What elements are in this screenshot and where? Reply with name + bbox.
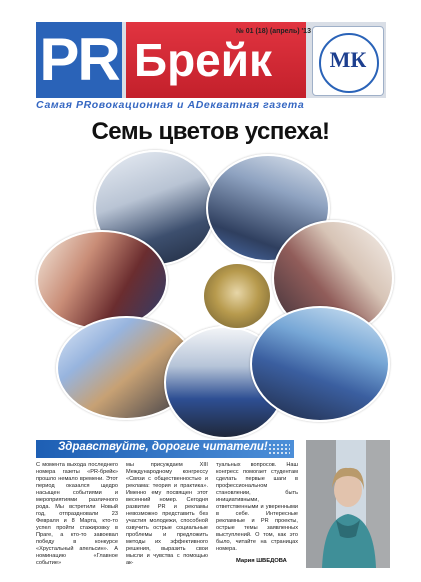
author-photo-illustration <box>306 440 390 568</box>
issue-number: № 01 (18) (апрель) '13 <box>236 28 311 35</box>
logo-text: МК <box>329 47 367 72</box>
section-title: Здравствуйте, дорогие читатели! <box>58 441 268 453</box>
article-text-3: туальных вопросов. Наш конгресс помогает студентам сделать первые шаги в профессиональном становлении, быть инициативными, ответственными и уверенными в себе. Интересные рекламные и PR проекты, острые темы заявленных выступлений. О том, как это было, читайте на страницах номера. <box>216 462 298 552</box>
awards-center-photo <box>202 262 272 330</box>
photo-flower-collage <box>36 150 391 435</box>
petal-photo-left <box>36 230 168 330</box>
article-column-3 <box>216 462 298 553</box>
article-column-2 <box>126 462 208 567</box>
article <box>36 462 298 566</box>
headline: Семь цветов успеха! <box>91 118 330 145</box>
section-banner <box>36 440 294 458</box>
petal-photo-bottom-right <box>250 306 390 422</box>
article-column-1 <box>36 462 118 567</box>
author-signature: Мария ШВЕДОВА <box>236 558 287 564</box>
article-text-2: мы присуждаем XIII Международному конгрессу «Связи с общественностью и реклама: теория и практика». Именно ему посвящен этот весенний номер. Сегодня развитие PR и рекламы невозможно представить без участия молодежи, способной озвучить острые социальные проблемы и предложить методы их эффективного решения, выразить свои мысли и чувства с помощью ак- <box>126 462 208 566</box>
author-photo <box>306 440 390 568</box>
banner-dots-icon <box>268 443 290 455</box>
tagline: Самая PRовокационная и ADекватная газета <box>36 99 305 111</box>
article-text-1: С момента выхода последнего номера газеты «PR-брейк» прошло немало времени. Этот период оказался щедро насыщен событиями и мероприятиями различного рода. Мы встретили Новый год, отпраздновали 23 Февраля и 8 Марта, кто-то успел пройти стажировку в Праге, а кто-то завоевал победу в конкурсе «Хрустальный апельсин». А номинацию «Главное событие» <box>36 462 118 566</box>
mk-logo <box>312 26 384 96</box>
masthead-title: Брейк <box>126 22 306 98</box>
masthead-pr: PR <box>36 22 122 98</box>
masthead <box>36 22 386 98</box>
